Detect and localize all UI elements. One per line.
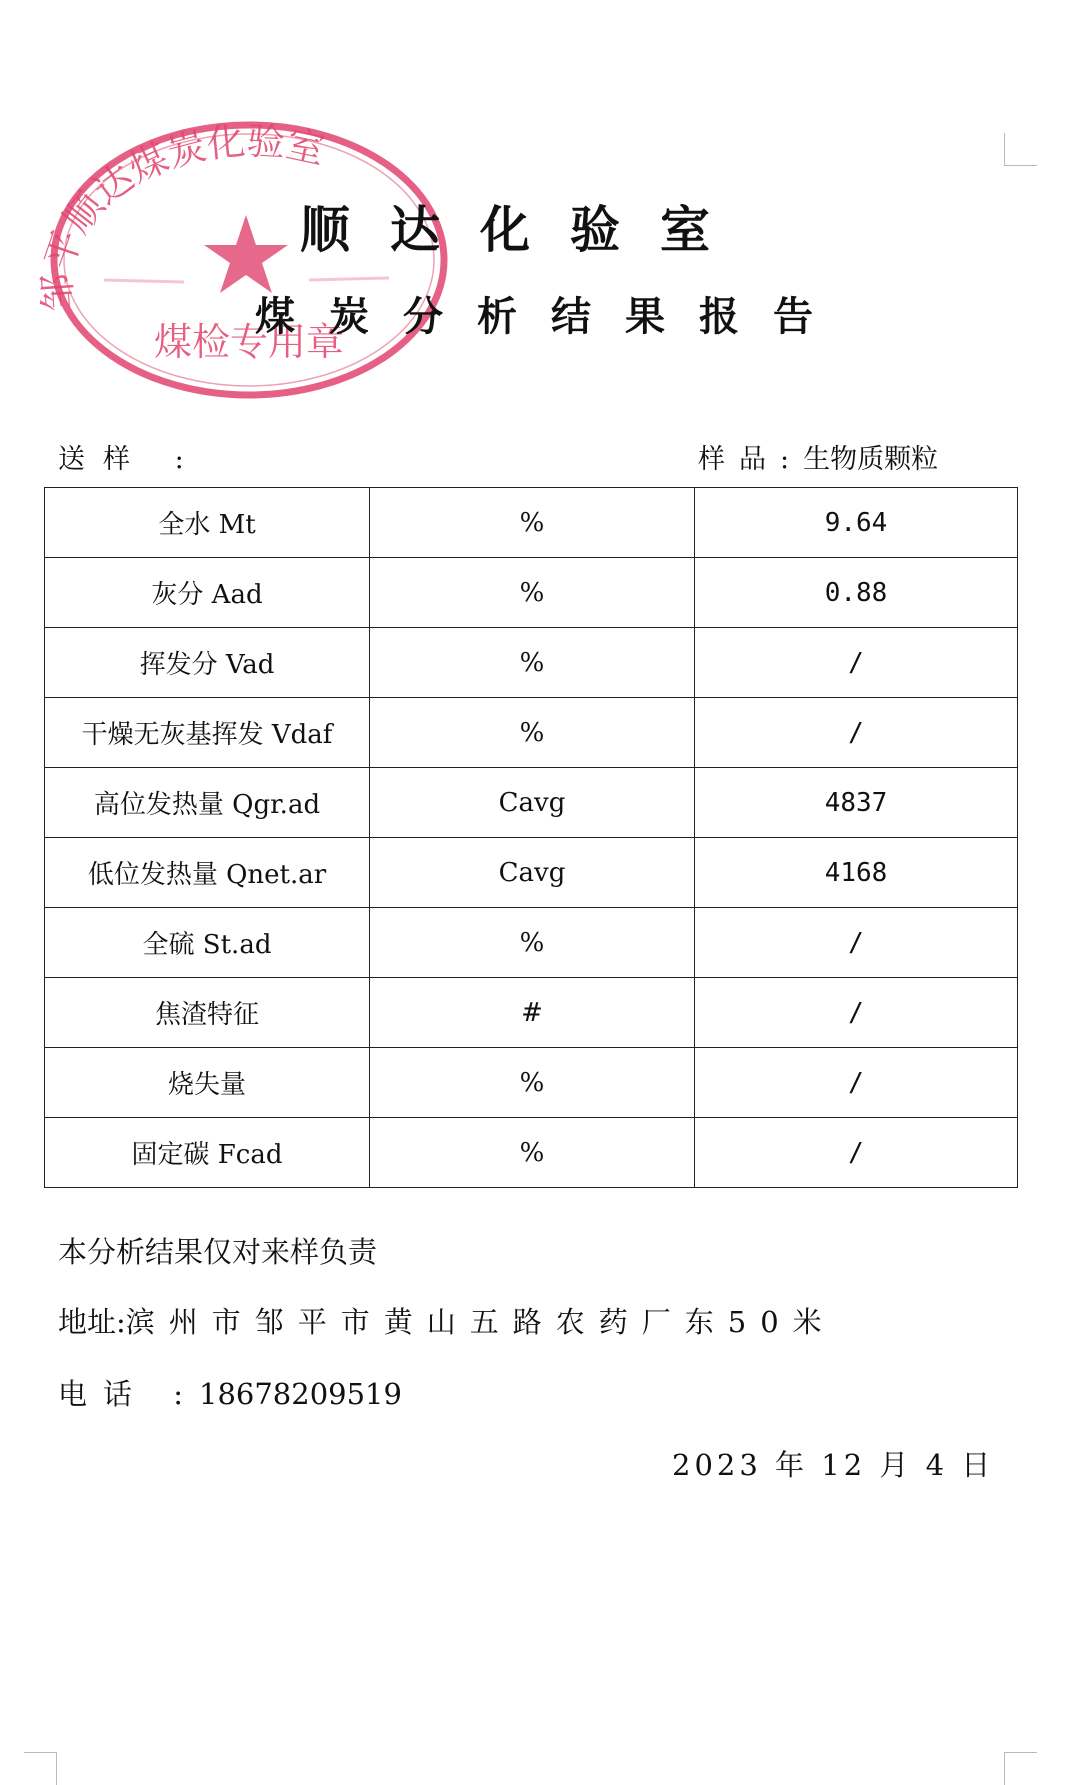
sender-label: 送样 : [58, 444, 202, 475]
table-row [45, 558, 1018, 628]
item-cell: 干燥无灰基挥发 Vdaf [45, 698, 370, 768]
table-row [45, 1048, 1018, 1118]
item-cell: 全水 Mt [45, 488, 370, 558]
unit-cell: % [370, 698, 695, 768]
report-date: 2023 年 12 月 4 日 [672, 1448, 995, 1482]
item-cell: 焦渣特征 [45, 978, 370, 1048]
unit-cell: % [370, 488, 695, 558]
document-subtitle: 煤炭分析结果报告 [255, 293, 847, 340]
value-cell: 4168 [695, 838, 1018, 908]
sample-value: 生物质颗粒 [803, 444, 939, 475]
sample-label: 样品: [698, 444, 804, 475]
unit-cell: % [370, 1048, 695, 1118]
page-corner-mark-bottom-left [24, 1752, 57, 1785]
phone-value: 18678209519 [199, 1377, 402, 1411]
unit-cell: % [370, 628, 695, 698]
table-row [45, 838, 1018, 908]
item-cell: 灰分 Aad [45, 558, 370, 628]
unit-cell: Cavg [370, 838, 695, 908]
disclaimer-note: 本分析结果仅对来样负责 [58, 1235, 378, 1269]
unit-cell: % [370, 1118, 695, 1188]
address-line [58, 1300, 836, 1341]
phone-line [58, 1372, 402, 1413]
value-cell: 4837 [695, 768, 1018, 838]
value-cell: 9.64 [695, 488, 1018, 558]
table-row [45, 978, 1018, 1048]
item-cell: 低位发热量 Qnet.ar [45, 838, 370, 908]
unit-cell: # [370, 978, 695, 1048]
stamp-bottom-text: 煤检专用章 [153, 320, 345, 364]
item-cell: 固定碳 Fcad [45, 1118, 370, 1188]
stamp-top-text: 邹平顺达煤炭化验室 [34, 118, 329, 313]
document-title: 顺达化验室 [300, 200, 750, 259]
item-cell: 挥发分 Vad [45, 628, 370, 698]
table-row [45, 908, 1018, 978]
table-row [45, 698, 1018, 768]
address-label: 地址: [58, 1305, 126, 1339]
phone-label: 电话 : [58, 1377, 199, 1411]
unit-cell: % [370, 908, 695, 978]
table-row [45, 628, 1018, 698]
value-cell: / [695, 1048, 1018, 1118]
value-cell: / [695, 978, 1018, 1048]
table-row [45, 488, 1018, 558]
value-cell: / [695, 698, 1018, 768]
sample-field [698, 437, 938, 476]
page-corner-mark-bottom-right [1004, 1752, 1037, 1785]
stamp-star-icon [204, 215, 288, 293]
item-cell: 烧失量 [45, 1048, 370, 1118]
value-cell: 0.88 [695, 558, 1018, 628]
analysis-results-table [44, 487, 1018, 1188]
address-value: 滨州市邹平市黄山五路农药厂东50米 [125, 1305, 836, 1339]
table-row [45, 768, 1018, 838]
item-cell: 高位发热量 Qgr.ad [45, 768, 370, 838]
value-cell: / [695, 1118, 1018, 1188]
item-cell: 全硫 St.ad [45, 908, 370, 978]
page-corner-mark-top-right [1004, 133, 1037, 166]
value-cell: / [695, 628, 1018, 698]
table-row [45, 1118, 1018, 1188]
unit-cell: Cavg [370, 768, 695, 838]
unit-cell: % [370, 558, 695, 628]
value-cell: / [695, 908, 1018, 978]
